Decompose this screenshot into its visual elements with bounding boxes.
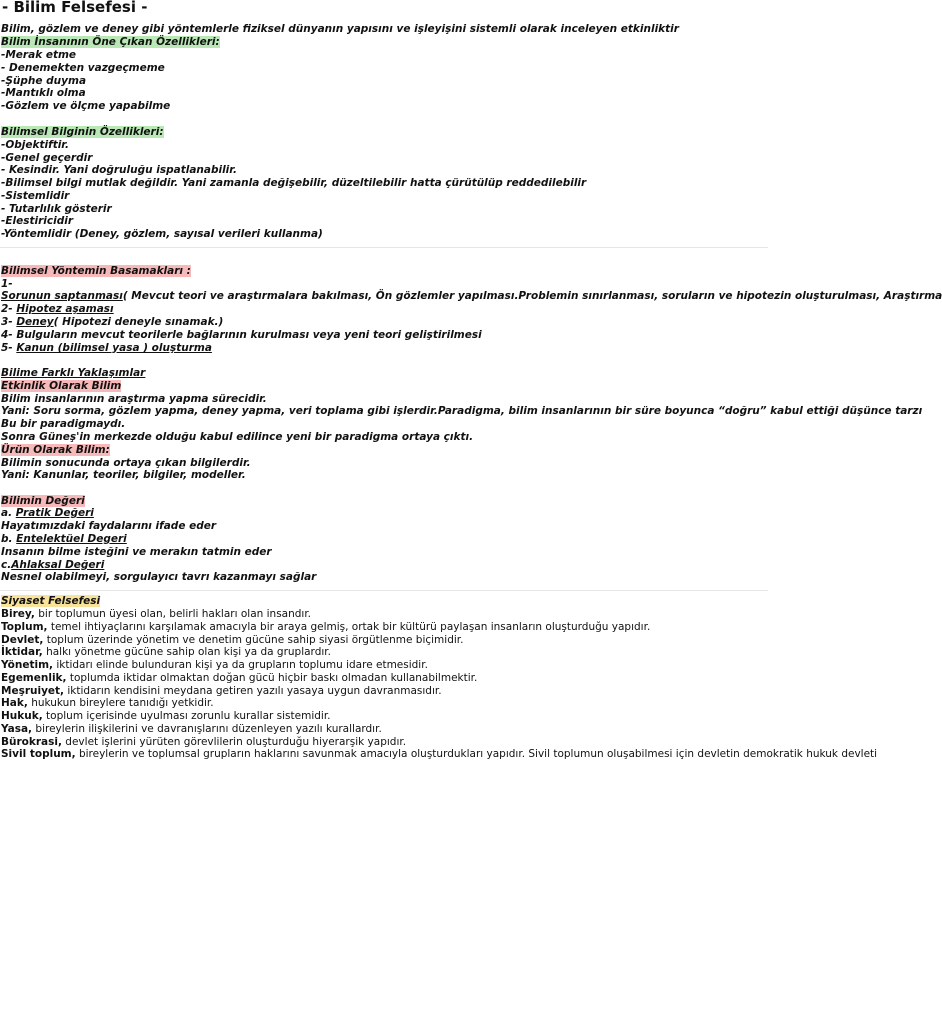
list-item: -Şüphe duyma <box>1 75 87 87</box>
list-item: -Bilimsel bilgi mutlak değildir. Yani zamanla değişebilir, düzeltilebilir hatta çürütülüp reddedilebilir <box>1 177 587 189</box>
value-b <box>1 533 127 546</box>
page-title: - Bilim Felsefesi - <box>2 0 148 16</box>
definition-text: bir toplumun üyesi olan, belirli hakları olan insandır. <box>34 608 312 620</box>
step-1-text: ( Mevcut teori ve araştırmalara bakılması, Ön gözlemler yapılması.Problemin sınırlanması, soruların ve hipotezin oluşturulması, Araştırma <box>122 290 942 302</box>
definition-row <box>1 621 650 634</box>
text-line: Hayatımızdaki faydalarını ifade eder <box>1 520 217 532</box>
text-line: Nesnel olabilmeyi, sorgulayıcı tavrı kazanmayı sağlar <box>1 571 317 583</box>
definition-term: Yönetim, <box>1 659 53 671</box>
section-heading-bilimin-degeri: Bilimin Değeri <box>1 495 85 507</box>
value-c-prefix: c. <box>1 559 12 571</box>
definition-row <box>1 672 477 685</box>
section-heading-siyaset: Siyaset Felsefesi <box>1 595 101 607</box>
definition-text: bireylerin ve toplumsal grupların haklarını savunmak amacıyla oluşturdukları yapıdır. Sivil toplumun oluşabilmesi için devletin demokratik hukuk devleti <box>75 748 878 760</box>
definition-term: Hukuk, <box>1 710 43 722</box>
definition-term: Meşruiyet, <box>1 685 65 697</box>
section-heading-bilim-insani: Bilim İnsanının Öne Çıkan Özellikleri: <box>1 36 220 48</box>
step-5 <box>1 342 212 355</box>
definition-text: toplumda iktidar olmaktan doğan gücü hiçbir baskı olmadan kullanabilmektir. <box>66 672 478 684</box>
list-item: - Kesindir. Yani doğruluğu ispatlanabilir. <box>1 164 237 176</box>
step-2 <box>1 303 114 316</box>
definition-term: Sivil toplum, <box>1 748 76 760</box>
list-item: -Elestiricidir <box>1 215 74 227</box>
step-2-num: 2- <box>1 303 17 315</box>
section-heading-bilimsel-bilgi: Bilimsel Bilginin Özellikleri: <box>1 126 164 138</box>
definition-row <box>1 646 331 659</box>
definition-text: iktidarın kendisini meydana getiren yazılı yasaya uygun davranmasıdır. <box>64 685 442 697</box>
definition-text: hukukun bireylere tanıdığı yetkidir. <box>27 697 214 709</box>
definition-row <box>1 710 331 723</box>
definition-term: Devlet, <box>1 634 44 646</box>
list-item: -Genel geçerdir <box>1 152 93 164</box>
definition-row <box>1 659 428 672</box>
definition-text: temel ihtiyaçlarını karşılamak amacıyla bir araya gelmiş, ortak bir kültürü paylaşan insanların oluşturduğu yapıdır. <box>47 621 651 633</box>
subheading-urun: Ürün Olarak Bilim: <box>1 444 110 456</box>
list-item: -Mantıklı olma <box>1 87 86 99</box>
value-a-link[interactable]: Pratik Değeri <box>15 507 94 519</box>
definition-term: İktidar, <box>1 646 43 658</box>
definition-text: devlet işlerini yürüten görevlilerin oluşturduğu hiyerarşik yapıdır. <box>61 736 407 748</box>
list-item: -Yöntemlidir (Deney, gözlem, sayısal verileri kullanma) <box>1 228 323 240</box>
text-line: Yani: Soru sorma, gözlem yapma, deney yapma, veri toplama gibi işlerdir.Paradigma, bilim insanlarının bir süre boyunca “doğru” kabul ettiği düşünce tarzı <box>1 405 923 417</box>
definition-term: Toplum, <box>1 621 48 633</box>
definition-term: Yasa, <box>1 723 33 735</box>
text-line: Sonra Güneş'in merkezde olduğu kabul edilince yeni bir paradigma ortaya çıktı. <box>1 431 474 443</box>
text-line: Bilim insanlarının araştırma yapma sürecidir. <box>1 393 267 405</box>
text-line: Bilimin sonucunda ortaya çıkan bilgilerdir. <box>1 457 251 469</box>
list-item: -Merak etme <box>1 49 77 61</box>
section-heading-yaklasimlar: Bilime Farklı Yaklaşımlar <box>1 367 146 379</box>
definition-text: iktidarı elinde bulunduran kişi ya da grupların toplumu idare etmesidir. <box>53 659 428 671</box>
list-item: -Objektiftir. <box>1 139 69 151</box>
list-item: - Denemekten vazgeçmeme <box>1 62 165 74</box>
step-1 <box>1 290 942 303</box>
definition-row <box>1 697 214 710</box>
step-1-link[interactable]: Sorunun saptanması <box>1 290 123 302</box>
definition-term: Birey, <box>1 608 35 620</box>
definition-text: toplum içerisinde uyulması zorunlu kurallar sistemidir. <box>42 710 331 722</box>
step-5-num: 5- <box>1 342 17 354</box>
step-5-link[interactable]: Kanun (bilimsel yasa ) oluşturma <box>16 342 212 354</box>
definition-row <box>1 608 311 621</box>
step-3 <box>1 316 223 329</box>
step-3-num: 3- <box>1 316 17 328</box>
intro-text: Bilim, gözlem ve deney gibi yöntemlerle fiziksel dünyanın yapısını ve işleyişini sistemli olarak inceleyen etkinliktir <box>1 23 679 35</box>
list-item: -Sistemlidir <box>1 190 70 202</box>
subheading-etkinlik: Etkinlik Olarak Bilim <box>1 380 122 392</box>
text-line: Insanın bilme isteğini ve merakın tatmin eder <box>1 546 272 558</box>
definition-row <box>1 748 877 761</box>
step-4: 4- Bulguların mevcut teorilerle bağlarının kurulması veya yeni teori geliştirilmesi <box>1 329 482 341</box>
definition-term: Hak, <box>1 697 28 709</box>
step-number: 1- <box>1 278 13 290</box>
definition-text: bireylerin ilişkilerini ve davranışlarını düzenleyen yazılı kurallardır. <box>32 723 382 735</box>
definition-text: halkı yönetme gücüne sahip olan kişi ya da gruplardır. <box>42 646 331 658</box>
value-c-link[interactable]: Ahlaksal Değeri <box>11 559 105 571</box>
definition-row <box>1 723 382 736</box>
text-line: Bu bir paradigmaydı. <box>1 418 126 430</box>
list-item: - Tutarlılık gösterir <box>1 203 112 215</box>
step-3-link[interactable]: Deney <box>16 316 54 328</box>
definition-term: Bürokrasi, <box>1 736 62 748</box>
value-b-prefix: b. <box>1 533 17 545</box>
value-b-link[interactable]: Entelektüel Degeri <box>16 533 127 545</box>
section-heading-bilimsel-yontem: Bilimsel Yöntemin Basamakları : <box>1 265 191 277</box>
step-3-text: ( Hipotezi deneyle sınamak.) <box>53 316 224 328</box>
section-divider <box>0 247 768 248</box>
value-a-prefix: a. <box>1 507 16 519</box>
definition-text: toplum üzerinde yönetim ve denetim gücüne sahip siyasi örgütlenme biçimidir. <box>43 634 464 646</box>
section-divider <box>0 590 768 591</box>
step-2-link[interactable]: Hipotez aşaması <box>16 303 114 315</box>
value-a <box>1 507 94 520</box>
text-line: Yani: Kanunlar, teoriler, bilgiler, modeller. <box>1 469 246 481</box>
definition-term: Egemenlik, <box>1 672 67 684</box>
list-item: -Gözlem ve ölçme yapabilme <box>1 100 171 112</box>
